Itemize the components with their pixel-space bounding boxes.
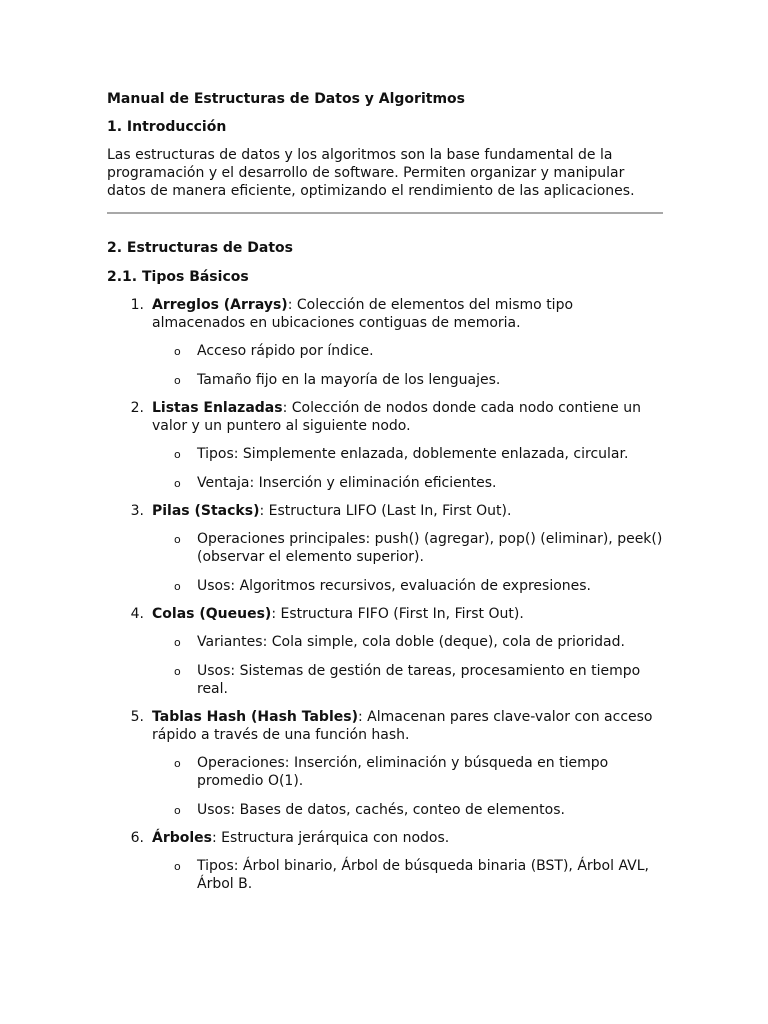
sub-list-item — [152, 633, 663, 651]
item-name: Tablas Hash (Hash Tables) — [152, 709, 358, 725]
bullet-icon: o — [174, 345, 181, 358]
item-description: : Estructura FIFO (First In, First Out). — [271, 606, 524, 622]
sub-list-item — [152, 445, 663, 463]
sub-list-item — [152, 530, 663, 566]
sub-list-item — [152, 371, 663, 389]
sub-list — [152, 754, 663, 819]
sub-item-text: Acceso rápido por índice. — [197, 343, 374, 359]
list-item-listas-enlazadas — [107, 399, 663, 492]
bullet-icon: o — [174, 477, 181, 490]
item-name: Arreglos (Arrays) — [152, 297, 288, 313]
subsection-heading-tipos-basicos: 2.1. Tipos Básicos — [107, 269, 249, 285]
sub-item-text: Ventaja: Inserción y eliminación eficientes. — [197, 475, 497, 491]
list-number: 3. — [130, 503, 144, 519]
sub-list-item — [152, 662, 663, 698]
sub-list — [152, 445, 663, 492]
list-number: 4. — [130, 606, 144, 622]
item-description: : Colección de nodos donde cada nodo contiene un valor y un puntero al siguiente nodo. — [152, 400, 641, 434]
list-number: 2. — [130, 400, 144, 416]
sub-list — [152, 857, 663, 893]
sub-list-item — [152, 857, 663, 893]
sub-item-text: Variantes: Cola simple, cola doble (deque), cola de prioridad. — [197, 634, 625, 650]
sub-list-item — [152, 577, 663, 595]
bullet-icon: o — [174, 636, 181, 649]
structures-list — [107, 296, 663, 893]
item-name: Pilas (Stacks) — [152, 503, 260, 519]
list-number: 5. — [130, 709, 144, 725]
sub-item-text: Operaciones principales: push() (agregar), pop() (eliminar), peek() (observar el elemento superior). — [197, 531, 663, 565]
sub-item-text: Tamaño fijo en la mayoría de los lenguajes. — [197, 372, 501, 388]
item-description: : Colección de elementos del mismo tipo almacenados en ubicaciones contiguas de memoria. — [152, 297, 574, 331]
sub-item-text: Usos: Sistemas de gestión de tareas, procesamiento en tiempo real. — [197, 663, 641, 697]
item-name: Colas (Queues) — [152, 606, 272, 622]
item-name: Árboles — [152, 830, 213, 846]
sub-item-text: Operaciones: Inserción, eliminación y búsqueda en tiempo promedio O(1). — [197, 755, 609, 789]
bullet-icon: o — [174, 374, 181, 387]
item-description: : Estructura LIFO (Last In, First Out). — [259, 503, 512, 519]
sub-list-item — [152, 342, 663, 360]
bullet-icon: o — [174, 533, 181, 546]
document-page — [107, 90, 663, 903]
sub-item-text: Tipos: Simplemente enlazada, doblemente enlazada, circular. — [197, 446, 629, 462]
list-item-arreglos — [107, 296, 663, 389]
item-name: Listas Enlazadas — [152, 400, 283, 416]
list-item-tablas-hash — [107, 708, 663, 819]
sub-list — [152, 633, 663, 698]
bullet-icon: o — [174, 804, 181, 817]
item-description: : Almacenan pares clave-valor con acceso rápido a través de una función hash. — [152, 709, 653, 743]
document-title: Manual de Estructuras de Datos y Algoritmos — [107, 91, 465, 107]
bullet-icon: o — [174, 665, 181, 678]
sub-list — [152, 342, 663, 389]
sub-item-text: Usos: Algoritmos recursivos, evaluación de expresiones. — [197, 578, 592, 594]
list-number: 6. — [130, 830, 144, 846]
section-heading-estructuras: 2. Estructuras de Datos — [107, 240, 294, 256]
intro-paragraph: Las estructuras de datos y los algoritmos son la base fundamental de la programación y el desarrollo de software. Permiten organizar y manipular datos de manera eficiente, optimizando el rendimiento de las aplicaciones. — [107, 147, 635, 199]
sub-item-text: Usos: Bases de datos, cachés, conteo de elementos. — [197, 802, 565, 818]
sub-list-item — [152, 474, 663, 492]
horizontal-divider — [107, 212, 663, 214]
item-description: : Estructura jerárquica con nodos. — [212, 830, 450, 846]
list-item-colas — [107, 605, 663, 698]
bullet-icon: o — [174, 580, 181, 593]
sub-item-text: Tipos: Árbol binario, Árbol de búsqueda binaria (BST), Árbol AVL, Árbol B. — [197, 858, 649, 892]
bullet-icon: o — [174, 448, 181, 461]
section-heading-introduccion: 1. Introducción — [107, 119, 227, 135]
list-item-pilas — [107, 502, 663, 595]
list-number: 1. — [130, 297, 144, 313]
sub-list-item — [152, 801, 663, 819]
sub-list-item — [152, 754, 663, 790]
list-item-arboles — [107, 829, 663, 893]
bullet-icon: o — [174, 757, 181, 770]
sub-list — [152, 530, 663, 595]
bullet-icon: o — [174, 860, 181, 873]
